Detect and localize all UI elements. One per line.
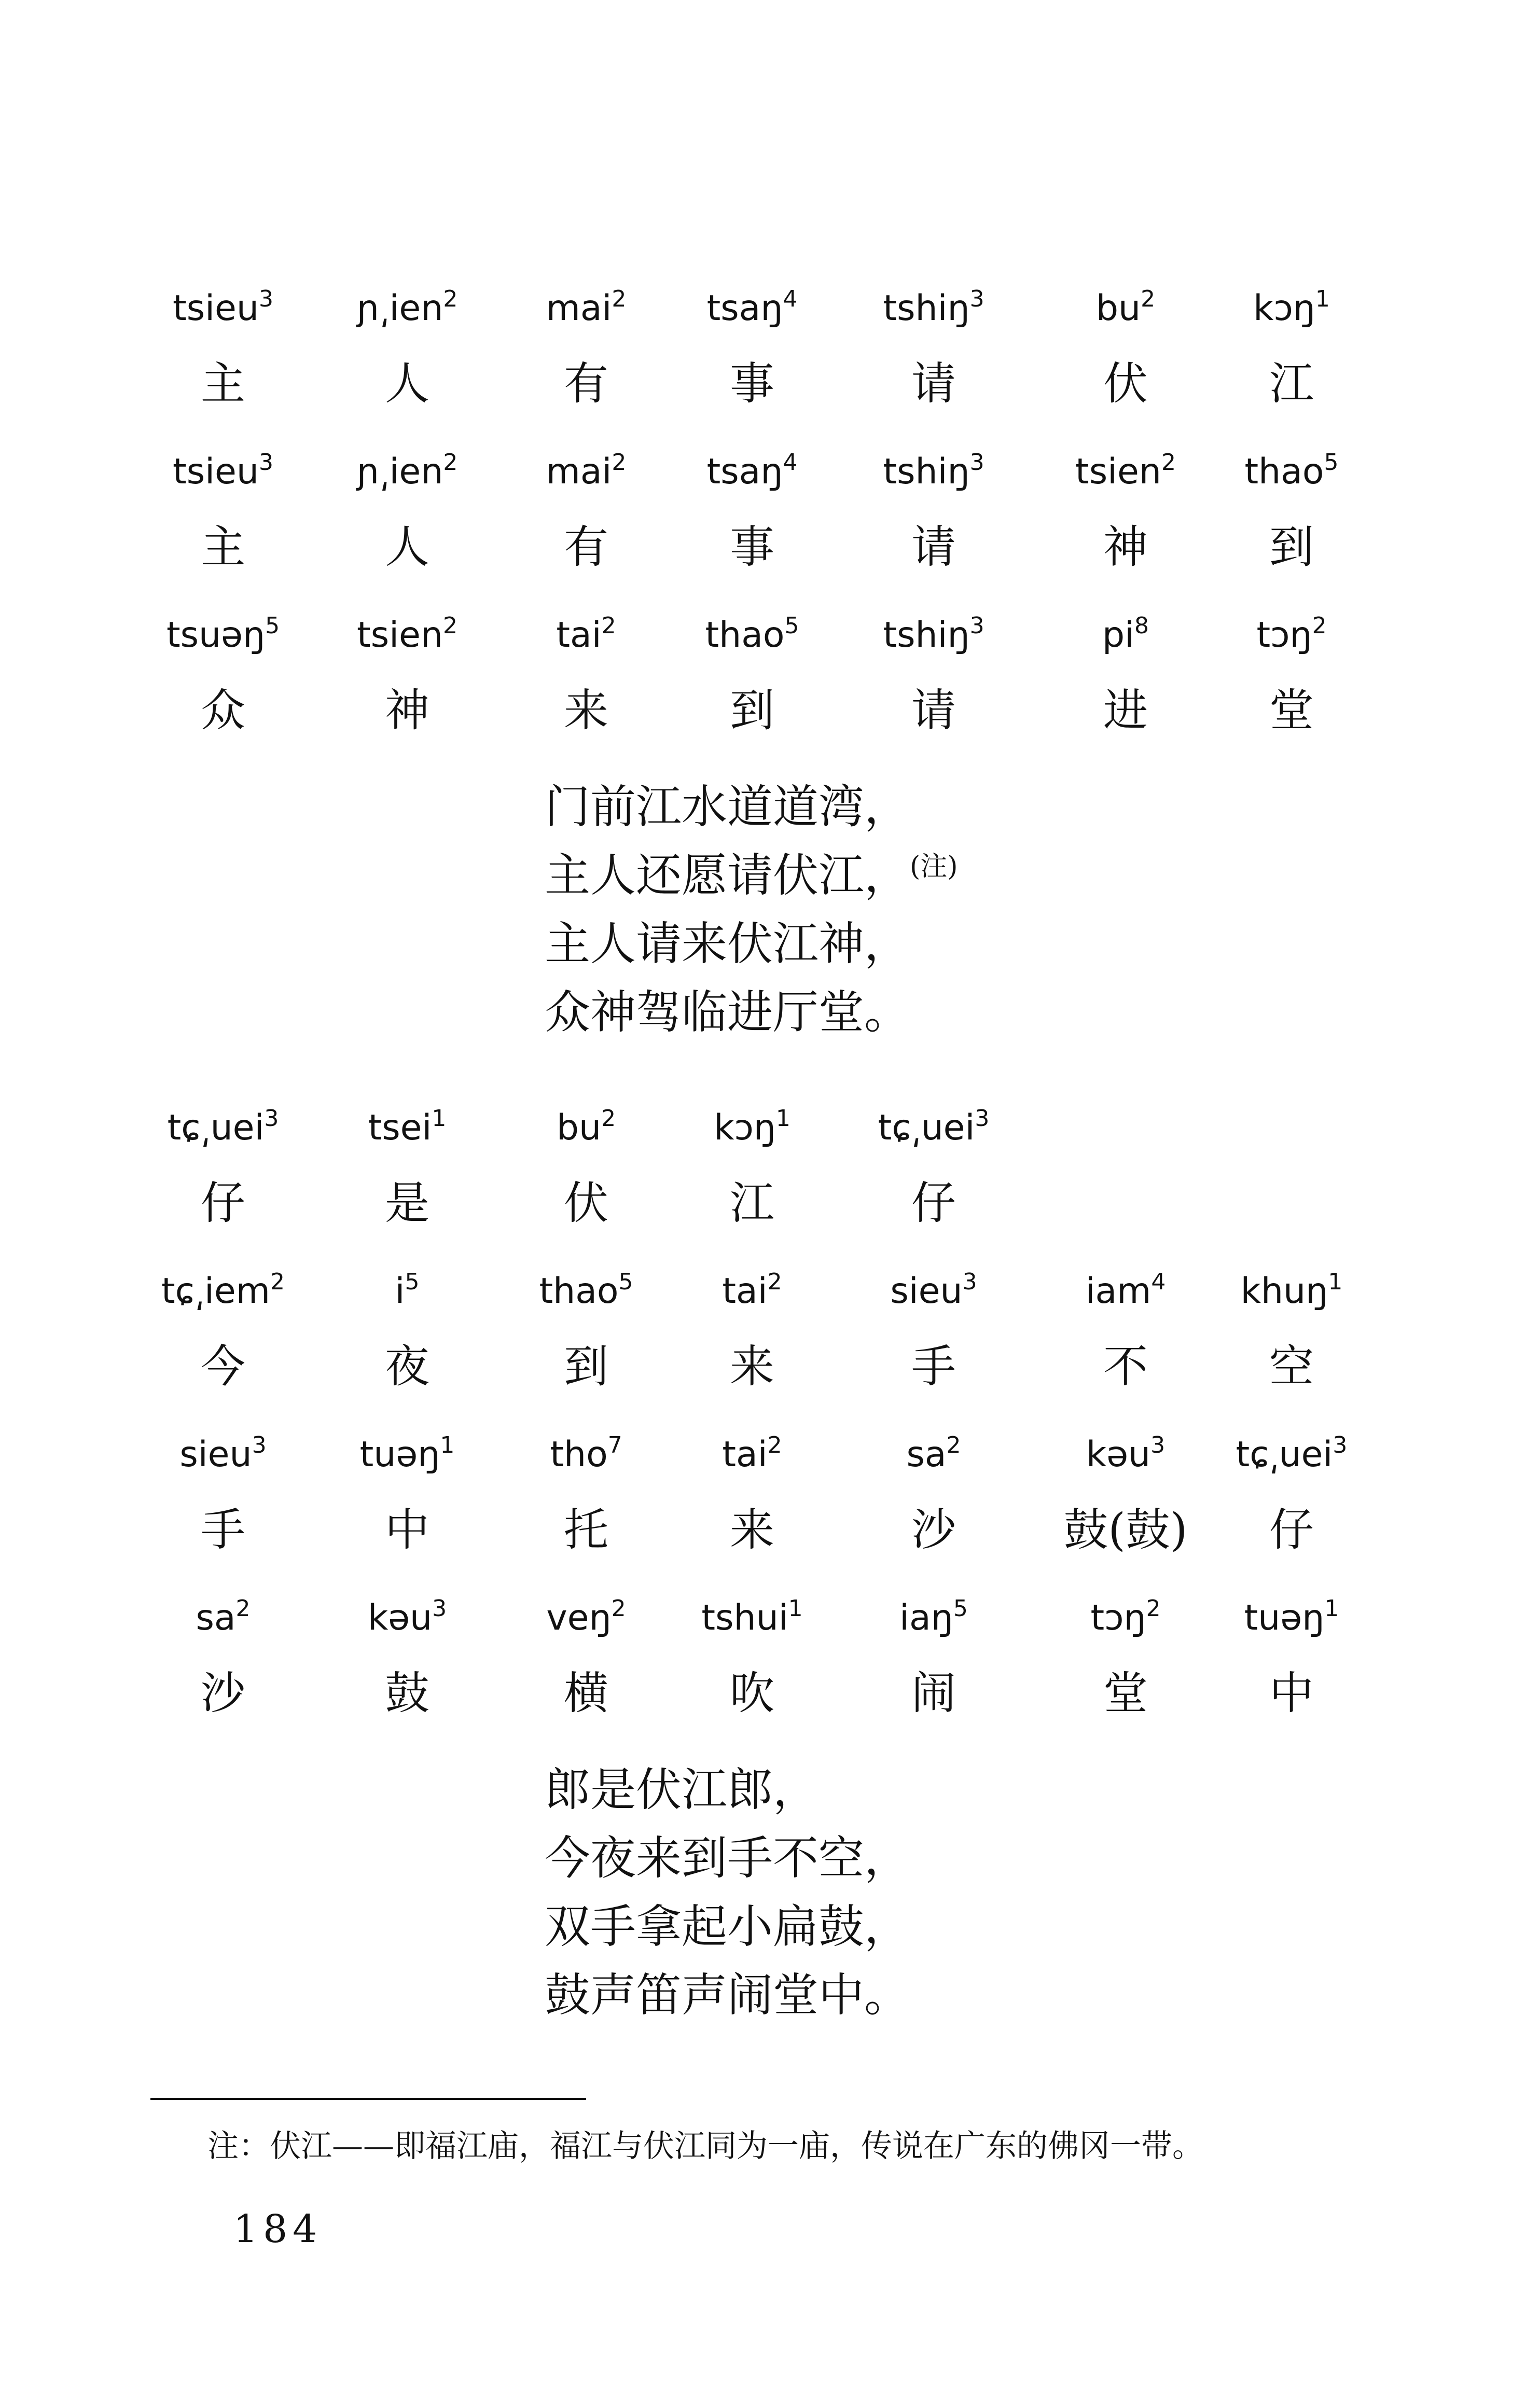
gloss-line xyxy=(0,288,1540,451)
hanzi: 手 xyxy=(201,1504,245,1556)
gloss-line xyxy=(0,451,1540,615)
romanization: tshui$^1$ xyxy=(701,1595,803,1638)
romanization: $sa^2$ xyxy=(906,1432,961,1475)
hanzi: 夜 xyxy=(385,1341,429,1393)
romanization: $bu^2$ xyxy=(1095,286,1156,329)
romanization: tɕ͵uei$^3$ xyxy=(167,1105,279,1148)
verse-1-gloss xyxy=(0,288,1540,778)
hanzi: 人 xyxy=(385,521,429,573)
footnote-divider xyxy=(150,2098,586,2100)
hanzi: 今 xyxy=(201,1341,245,1393)
romanization: thao$^5$ xyxy=(705,613,799,656)
translation-line: 双手拿起小扁鼓， xyxy=(545,1900,910,1953)
hanzi: 来 xyxy=(564,685,608,736)
romanization: kəu$^3$ xyxy=(1086,1432,1166,1475)
romanization: sieu$^3$ xyxy=(179,1432,267,1475)
hanzi: 众 xyxy=(201,685,245,736)
hanzi: 伏 xyxy=(564,1177,608,1229)
romanization: tɕ͵uei$^3$ xyxy=(1236,1432,1348,1475)
hanzi: 事 xyxy=(730,521,774,573)
hanzi: 江 xyxy=(1269,358,1314,410)
verse-1-translation xyxy=(545,773,1323,1047)
romanization: iaŋ$^5$ xyxy=(899,1595,968,1638)
romanization: kɔŋ$^1$ xyxy=(1253,286,1330,329)
hanzi: 到 xyxy=(1269,521,1314,573)
romanization: kɔŋ$^1$ xyxy=(714,1105,790,1148)
verse-2-gloss xyxy=(0,1107,1540,1761)
hanzi: 手 xyxy=(911,1341,956,1393)
romanization: $pi^8$ xyxy=(1102,613,1149,656)
hanzi: 横 xyxy=(564,1667,608,1719)
romanization: kəu$^3$ xyxy=(367,1595,447,1638)
hanzi: 鼓(鼓) xyxy=(1063,1504,1188,1556)
hanzi: 有 xyxy=(564,358,608,410)
hanzi: 主 xyxy=(201,358,245,410)
hanzi: 是 xyxy=(385,1177,429,1229)
romanization: tai$^2$ xyxy=(722,1432,782,1475)
translation-line: 众神驾临进厅堂。 xyxy=(545,985,910,1039)
romanization: ɲ͵ien$^2$ xyxy=(356,449,458,492)
translation-line: 主人还愿请伏江，$^{(注)}$ xyxy=(545,849,958,902)
romanization: tɕ͵uei$^3$ xyxy=(878,1105,990,1148)
hanzi: 堂 xyxy=(1269,685,1314,736)
romanization: mai$^2$ xyxy=(546,286,627,329)
romanization: sieu$^3$ xyxy=(890,1269,977,1312)
romanization: thao$^5$ xyxy=(1244,449,1339,492)
romanization: thao$^5$ xyxy=(539,1269,633,1312)
romanization: tsien$^2$ xyxy=(1075,449,1176,492)
verse-2-translation xyxy=(545,1756,1323,2029)
romanization: tshiŋ$^3$ xyxy=(883,613,984,656)
hanzi: 仔 xyxy=(201,1177,245,1229)
hanzi: 闹 xyxy=(911,1667,956,1719)
translation-line: 门前江水道道湾， xyxy=(545,780,910,833)
romanization: tsieu$^3$ xyxy=(173,286,273,329)
hanzi: 请 xyxy=(911,358,956,410)
romanization: ɲ͵ien$^2$ xyxy=(356,286,458,329)
hanzi: 吹 xyxy=(730,1667,774,1719)
romanization: mai$^2$ xyxy=(546,449,627,492)
romanization: $i^5$ xyxy=(395,1269,420,1312)
romanization: iam$^4$ xyxy=(1085,1269,1166,1312)
hanzi: 来 xyxy=(730,1341,774,1393)
hanzi: 沙 xyxy=(911,1504,956,1556)
hanzi: 来 xyxy=(730,1504,774,1556)
hanzi: 堂 xyxy=(1103,1667,1148,1719)
hanzi: 中 xyxy=(1269,1667,1314,1719)
romanization: tai$^2$ xyxy=(722,1269,782,1312)
hanzi: 伏 xyxy=(1103,358,1148,410)
hanzi: 鼓 xyxy=(385,1667,429,1719)
translation-line: 主人请来伏江神， xyxy=(545,917,910,970)
hanzi: 沙 xyxy=(201,1667,245,1719)
romanization: tɔŋ$^2$ xyxy=(1090,1595,1161,1638)
hanzi: 有 xyxy=(564,521,608,573)
gloss-line xyxy=(0,1271,1540,1434)
romanization: tsaŋ$^4$ xyxy=(706,449,798,492)
romanization: tsaŋ$^4$ xyxy=(706,286,798,329)
gloss-line xyxy=(0,1107,1540,1271)
translation-line: 今夜来到手不空， xyxy=(545,1831,910,1885)
romanization: tɕ͵iem$^2$ xyxy=(161,1269,285,1312)
romanization: tuəŋ$^1$ xyxy=(359,1432,455,1475)
hanzi: 不 xyxy=(1103,1341,1148,1393)
romanization: tshiŋ$^3$ xyxy=(883,286,984,329)
note-mark: (注) xyxy=(910,851,958,882)
page-number: 184 xyxy=(233,2207,323,2251)
romanization: tai$^2$ xyxy=(556,613,616,656)
romanization: tshiŋ$^3$ xyxy=(883,449,984,492)
romanization: tsuəŋ$^5$ xyxy=(166,613,280,656)
hanzi: 进 xyxy=(1103,685,1148,736)
gloss-line xyxy=(0,1434,1540,1597)
romanization: tsei$^1$ xyxy=(368,1105,447,1148)
romanization: khuŋ$^1$ xyxy=(1240,1269,1343,1312)
translation-line: 鼓声笛声闹堂中。 xyxy=(545,1968,910,2022)
gloss-line xyxy=(0,1597,1540,1761)
translation-line: 郎是伏江郎， xyxy=(545,1763,819,1816)
hanzi: 仔 xyxy=(911,1177,956,1229)
hanzi: 人 xyxy=(385,358,429,410)
romanization: tɔŋ$^2$ xyxy=(1256,613,1327,656)
romanization: tsien$^2$ xyxy=(357,613,457,656)
hanzi: 请 xyxy=(911,521,956,573)
footnote: 注：伏江——即福江庙，福江与伏江同为一庙，传说在广东的佛冈一带。 xyxy=(207,2128,1203,2164)
hanzi: 事 xyxy=(730,358,774,410)
hanzi: 神 xyxy=(385,685,429,736)
hanzi: 神 xyxy=(1103,521,1148,573)
hanzi: 到 xyxy=(564,1341,608,1393)
hanzi: 仔 xyxy=(1269,1504,1314,1556)
hanzi: 中 xyxy=(385,1504,429,1556)
hanzi: 江 xyxy=(730,1177,774,1229)
romanization: tsieu$^3$ xyxy=(173,449,273,492)
hanzi: 托 xyxy=(564,1504,608,1556)
romanization: $sa^2$ xyxy=(196,1595,251,1638)
romanization: veŋ$^2$ xyxy=(546,1595,626,1638)
romanization: tuəŋ$^1$ xyxy=(1244,1595,1339,1638)
hanzi: 请 xyxy=(911,685,956,736)
hanzi: 到 xyxy=(730,685,774,736)
gloss-line xyxy=(0,615,1540,778)
hanzi: 空 xyxy=(1269,1341,1314,1393)
romanization: tho$^7$ xyxy=(550,1432,622,1475)
hanzi: 主 xyxy=(201,521,245,573)
romanization: $bu^2$ xyxy=(556,1105,616,1148)
